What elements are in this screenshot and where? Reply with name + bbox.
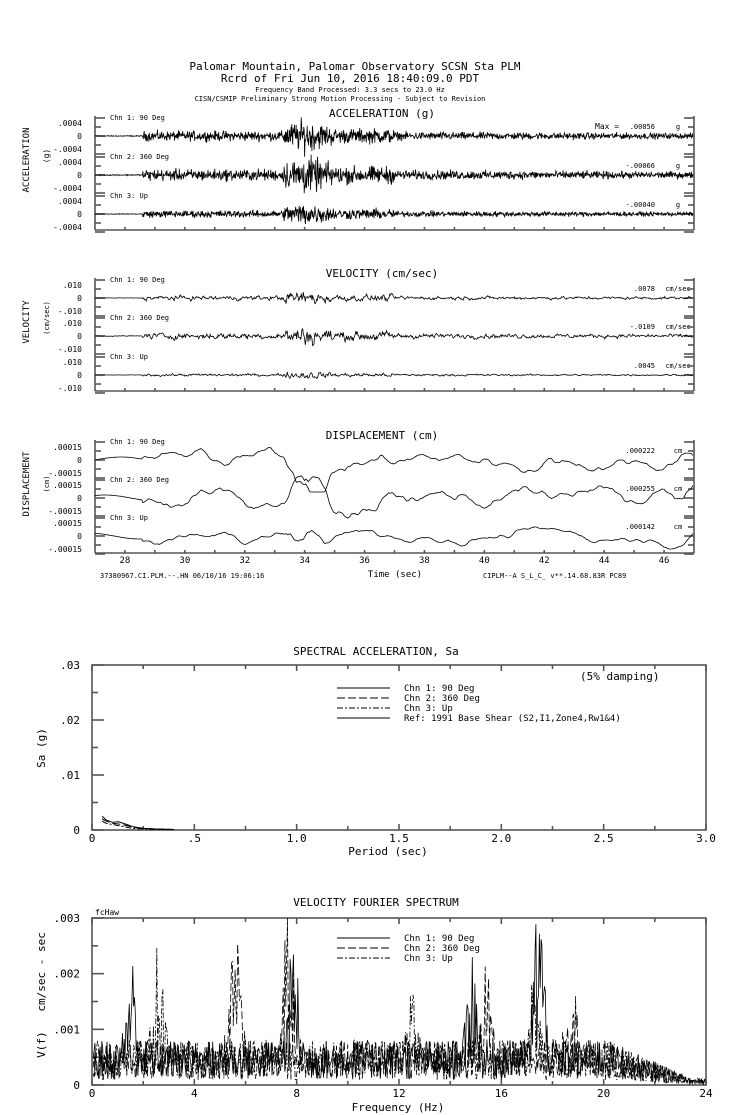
peak-value: .00056 — [629, 123, 655, 131]
x-tick-label: 2.5 — [593, 832, 614, 845]
fourier-spectrum-panel — [35, 896, 713, 1114]
x-tick-label: 46 — [658, 556, 670, 566]
legend-label: Chn 2: 360 Deg — [404, 944, 480, 954]
sa-title: SPECTRAL ACCELERATION, Sa — [293, 645, 459, 658]
trace-acc-chn3 — [95, 206, 693, 224]
velocity-yunit: (cm/sec) — [43, 301, 51, 335]
trace-dis-chn2 — [95, 476, 693, 518]
legend-label: Chn 3: Up — [404, 704, 453, 714]
y-tick-label-min: -.00015 — [48, 507, 82, 516]
y-tick-label-max: .00015 — [53, 481, 82, 490]
legend-label: Chn 2: 360 Deg — [404, 694, 480, 704]
y-tick-label: 0 — [73, 1079, 80, 1092]
x-tick-label: 36 — [359, 556, 370, 566]
fourier-ylabel: V(f) cm/sec - sec — [35, 932, 48, 1058]
peak-value: .000142 — [625, 523, 655, 531]
x-tick-label: 3.0 — [696, 832, 716, 845]
fourier-title: VELOCITY FOURIER SPECTRUM — [293, 896, 459, 909]
sa-xlabel: Period (sec) — [348, 845, 428, 858]
y-tick-label: .02 — [60, 714, 80, 727]
y-tick-label-zero: 0 — [77, 371, 82, 380]
x-tick-label: 2.0 — [491, 832, 512, 845]
y-tick-label-max: .010 — [62, 358, 82, 367]
x-tick-label: 28 — [119, 556, 131, 566]
trace-dis-chn3 — [95, 527, 693, 549]
y-tick-label-zero: 0 — [77, 456, 82, 465]
y-tick-label-zero: 0 — [77, 171, 82, 180]
sa-curve-chn2 — [102, 819, 174, 830]
peak-unit: cm/sec — [665, 323, 691, 331]
channel-label: Chn 1: 90 Deg — [110, 114, 165, 122]
legend-label: Chn 1: 90 Deg — [404, 684, 475, 694]
y-tick-label-zero: 0 — [77, 294, 82, 303]
fourier-corner-label: fcHaw — [95, 908, 120, 917]
station-title: Palomar Mountain, Palomar Observatory SCSN Sta PLM — [189, 60, 521, 73]
peak-value: .000222 — [625, 447, 655, 455]
channel-label: Chn 2: 360 Deg — [110, 476, 170, 484]
processing-note: CISN/CSMIP Preliminary Strong Motion Processing - Subject to Revision — [194, 95, 486, 103]
peak-value: .0078 — [633, 285, 655, 293]
damping-note: (5% damping) — [580, 670, 660, 683]
plot-frame — [92, 665, 706, 830]
displacement-ylabel: DISPLACEMENT — [22, 451, 32, 517]
peak-unit: g — [675, 201, 681, 209]
frequency-band: Frequency Band Processed: 3.3 secs to 23.0 Hz — [255, 86, 445, 94]
legend-label: Chn 3: Up — [404, 954, 453, 964]
y-tick-label: .01 — [60, 769, 80, 782]
time-xlabel: Time (sec) — [367, 570, 423, 580]
y-tick-label: 0 — [73, 824, 80, 837]
max-prefix: Max = — [595, 122, 620, 131]
velocity-panel — [22, 267, 694, 393]
x-tick-label: 16 — [494, 1087, 508, 1100]
acceleration-ylabel: ACCELERATION — [22, 127, 32, 193]
displacement-panel — [22, 429, 694, 580]
peak-unit: g — [675, 162, 681, 170]
y-tick-label-zero: 0 — [77, 494, 82, 503]
peak-value: .0045 — [633, 362, 655, 370]
y-tick-label-max: .0004 — [57, 119, 82, 128]
channel-label: Chn 1: 90 Deg — [110, 276, 165, 284]
peak-value: -.00040 — [625, 201, 655, 209]
peak-unit: cm — [673, 447, 683, 455]
legend-label: Chn 1: 90 Deg — [404, 934, 475, 944]
x-tick-label: 24 — [699, 1087, 713, 1100]
y-tick-label-zero: 0 — [77, 532, 82, 541]
trace-dis-chn1 — [95, 447, 693, 492]
x-tick-label: 32 — [239, 556, 251, 566]
record-time: Rcrd of Fri Jun 10, 2016 18:40:09.0 PDT — [220, 72, 480, 85]
y-tick-label-max: .00015 — [53, 443, 82, 452]
y-tick-label-max: .010 — [62, 281, 82, 290]
acceleration-panel — [22, 107, 694, 232]
legend-label: Ref: 1991 Base Shear (S2,I1,Zone4,Rw1&4) — [404, 714, 621, 724]
velocity-ylabel: VELOCITY — [22, 300, 32, 344]
channel-label: Chn 3: Up — [110, 353, 148, 361]
peak-unit: g — [675, 123, 681, 131]
y-tick-label-max: .00015 — [53, 519, 82, 528]
x-tick-label: 1.0 — [286, 832, 307, 845]
x-tick-label: 42 — [538, 556, 550, 566]
y-tick-label-min: -.010 — [57, 345, 82, 354]
y-tick-label-min: -.0004 — [53, 145, 82, 154]
displacement-title: DISPLACEMENT (cm) — [325, 429, 439, 442]
fourier-xlabel: Frequency (Hz) — [351, 1101, 445, 1114]
acceleration-yunit: (g) — [42, 148, 51, 164]
footer-processing-id: CIPLM--A S_L_C_ v**.14.68.83R PC89 — [483, 572, 627, 580]
y-tick-label-min: -.010 — [57, 307, 82, 316]
velocity-title: VELOCITY (cm/sec) — [325, 267, 439, 280]
x-tick-label: 30 — [179, 556, 191, 566]
acceleration-title: ACCELERATION (g) — [329, 107, 435, 120]
channel-label: Chn 1: 90 Deg — [110, 438, 165, 446]
x-tick-label: .5 — [187, 832, 201, 845]
x-tick-label: 0 — [88, 832, 96, 845]
channel-label: Chn 2: 360 Deg — [110, 314, 170, 322]
y-tick-label: .03 — [60, 659, 80, 672]
x-tick-label: 44 — [598, 556, 610, 566]
y-tick-label-min: -.0004 — [53, 184, 82, 193]
x-tick-label: 40 — [478, 556, 490, 566]
trace-vel-chn3 — [95, 372, 693, 378]
channel-label: Chn 2: 360 Deg — [110, 153, 170, 161]
y-tick-label-min: -.00015 — [48, 469, 82, 478]
x-tick-label: 12 — [392, 1087, 406, 1100]
x-tick-label: 4 — [191, 1087, 198, 1100]
y-tick-label-zero: 0 — [77, 332, 82, 341]
channel-label: Chn 3: Up — [110, 192, 148, 200]
trace-acc-chn2 — [95, 155, 693, 194]
y-tick-label-min: -.010 — [57, 384, 82, 393]
header — [189, 60, 521, 103]
trace-vel-chn1 — [95, 292, 693, 304]
y-tick-label: .001 — [53, 1023, 80, 1037]
peak-value: .000255 — [625, 485, 655, 493]
peak-unit: cm — [673, 485, 683, 493]
y-tick-label-min: -.00015 — [48, 545, 82, 554]
x-tick-label: 1.5 — [389, 832, 409, 845]
trace-vel-chn2 — [95, 329, 693, 346]
x-tick-label: 38 — [419, 556, 430, 566]
peak-unit: cm/sec — [665, 362, 691, 370]
x-tick-label: 0 — [88, 1087, 96, 1100]
y-tick-label-min: -.0004 — [53, 223, 82, 232]
y-tick-label-zero: 0 — [77, 210, 82, 219]
y-tick-label-zero: 0 — [77, 132, 82, 141]
displacement-yunit: (cm) — [43, 475, 51, 493]
x-tick-label: 8 — [293, 1087, 300, 1100]
y-tick-label: .003 — [53, 912, 80, 925]
y-tick-label: .002 — [53, 967, 80, 981]
channel-label: Chn 3: Up — [110, 514, 148, 522]
peak-unit: cm — [673, 523, 683, 531]
peak-unit: cm/sec — [665, 285, 691, 293]
y-tick-label-max: .0004 — [57, 158, 82, 167]
peak-value: -.00066 — [625, 162, 655, 170]
spectral-acceleration-panel — [35, 645, 716, 858]
peak-value: -.0109 — [629, 323, 655, 331]
y-tick-label-max: .0004 — [57, 197, 82, 206]
x-tick-label: 34 — [299, 556, 311, 566]
y-tick-label-max: .010 — [62, 319, 82, 328]
footer-record-id: 37380967.CI.PLM.--.HN 06/10/16 19:06:16 — [100, 572, 265, 580]
x-tick-label: 20 — [597, 1087, 611, 1100]
sa-ylabel: Sa (g) — [35, 728, 48, 768]
